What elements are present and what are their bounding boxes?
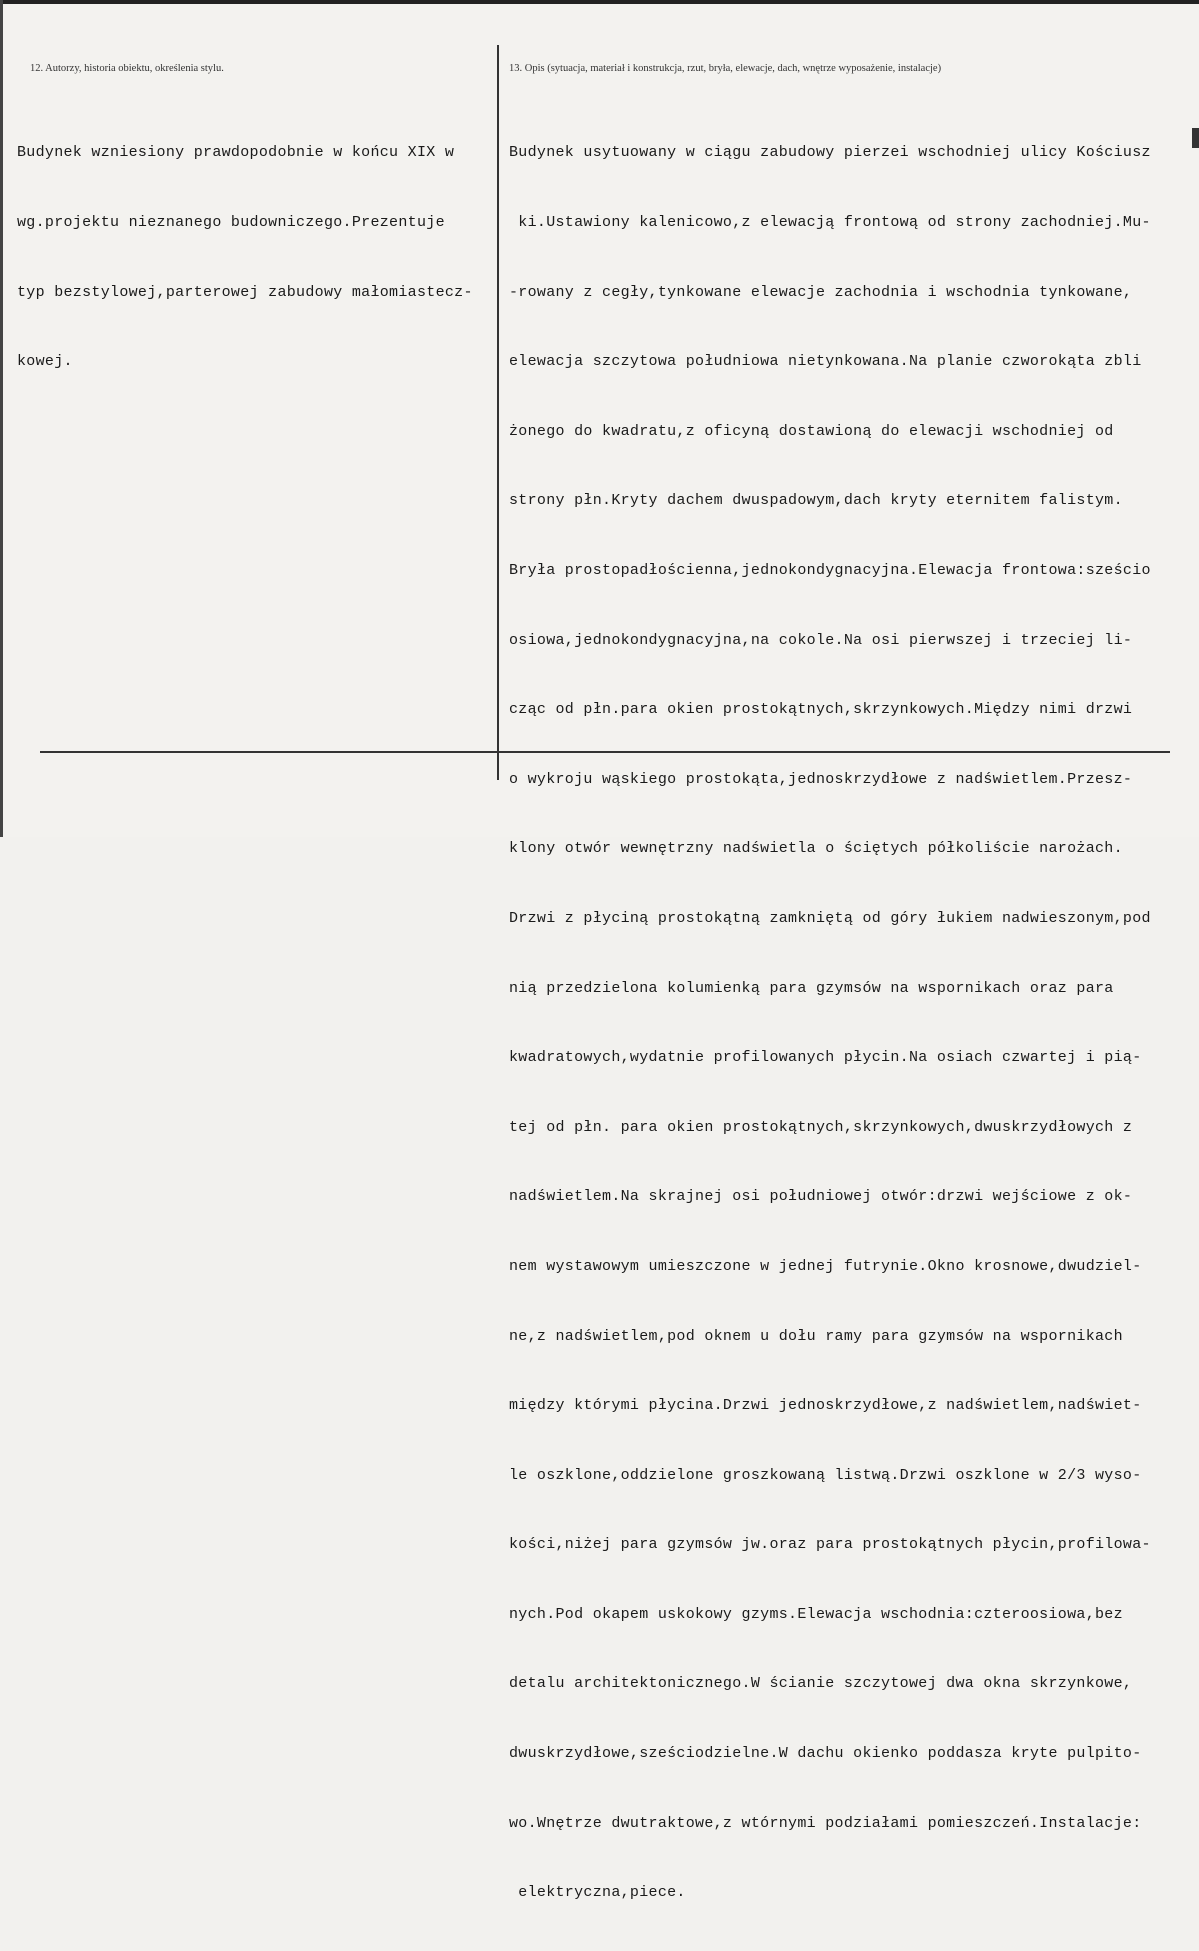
section-13-text — [509, 95, 1151, 1951]
text-line: między którymi płycina.Drzwi jednoskrzydłowe,z nadświetlem,nadświet- — [509, 1397, 1142, 1415]
text-line: nadświetlem.Na skrajnej osi południowej otwór:drzwi wejściowe z ok- — [509, 1188, 1133, 1206]
section-13-header: 13. Opis (sytuacja, materiał i konstrukcja, rzut, bryła, elewacje, dach, wnętrze wyposażenie, instalacje) — [509, 63, 942, 74]
text-line: tej od płn. para okien prostokątnych,skrzynkowych,dwuskrzydłowych z — [509, 1118, 1133, 1136]
right-edge-mark — [1192, 128, 1199, 148]
text-line: o wykroju wąskiego prostokąta,jednoskrzydłowe z nadświetlem.Przesz- — [509, 770, 1133, 788]
text-line: kości,niżej para gzymsów jw.oraz para prostokątnych płycin,profilowa- — [509, 1536, 1151, 1554]
text-line: osiowa,jednokondygnacyjna,na cokole.Na osi pierwszej i trzeciej li- — [509, 631, 1133, 649]
text-line: detalu architektonicznego.W ścianie szczytowej dwa okna skrzynkowe, — [509, 1675, 1133, 1693]
text-line: elewacja szczytowa południowa nietynkowana.Na planie czworokąta zbli — [509, 353, 1142, 371]
text-line: cząc od płn.para okien prostokątnych,skrzynkowych.Między nimi drzwi — [509, 701, 1133, 719]
text-line: kwadratowych,wydatnie profilowanych płycin.Na osiach czwartej i pią- — [509, 1049, 1142, 1067]
text-line: kowej. — [17, 353, 73, 371]
text-line: Bryła prostopadłościenna,jednokondygnacyjna.Elewacja frontowa:sześcio — [509, 561, 1151, 579]
text-line: żonego do kwadratu,z oficyną dostawioną do elewacji wschodniej od — [509, 422, 1114, 440]
text-line: Budynek wzniesiony prawdopodobnie w końcu XIX w — [17, 144, 455, 162]
text-line: nem wystawowym umieszczone w jednej futrynie.Okno krosnowe,dwudziel- — [509, 1257, 1142, 1275]
column-divider — [497, 45, 499, 780]
text-line: wo.Wnętrze dwutraktowe,z wtórnymi podziałami pomieszczeń.Instalacje: — [509, 1814, 1142, 1832]
text-line: nych.Pod okapem uskokowy gzyms.Elewacja wschodnia:czteroosiowa,bez — [509, 1605, 1123, 1623]
text-line: le oszklone,oddzielone groszkowaną listwą.Drzwi oszklone w 2/3 wyso- — [509, 1466, 1142, 1484]
section-12-text — [17, 95, 473, 420]
text-line: nią przedzielona kolumienką para gzymsów na wspornikach oraz para — [509, 979, 1114, 997]
text-line: strony płn.Kryty dachem dwuspadowym,dach kryty eternitem falistym. — [509, 492, 1123, 510]
sheet-top-edge — [0, 0, 1199, 4]
section-12-header: 12. Autorzy, historia obiektu, określenia stylu. — [30, 63, 224, 74]
text-line: dwuskrzydłowe,sześciodzielne.W dachu okienko poddasza kryte pulpito- — [509, 1745, 1142, 1763]
text-line: klony otwór wewnętrzny nadświetla o ściętych półkoliście narożach. — [509, 840, 1123, 858]
text-line: typ bezstylowej,parterowej zabudowy małomiastecz- — [17, 283, 473, 301]
text-line: ne,z nadświetlem,pod oknem u dołu ramy para gzymsów na wspornikach — [509, 1327, 1123, 1345]
text-line: wg.projektu nieznanego budowniczego.Prezentuje — [17, 214, 445, 231]
text-line: ki.Ustawiony kalenicowo,z elewacją frontową od strony zachodniej.Mu- — [509, 214, 1151, 231]
text-line: Drzwi z płyciną prostokątną zamkniętą od góry łukiem nadwieszonym,pod — [509, 909, 1151, 927]
sheet-left-edge — [0, 0, 3, 837]
text-line: Budynek usytuowany w ciągu zabudowy pierzei wschodniej ulicy Kościusz — [509, 144, 1151, 162]
text-line: elektryczna,piece. — [509, 1884, 686, 1902]
text-line: -rowany z cegły,tynkowane elewacje zachodnia i wschodnia tynkowane, — [509, 283, 1133, 301]
